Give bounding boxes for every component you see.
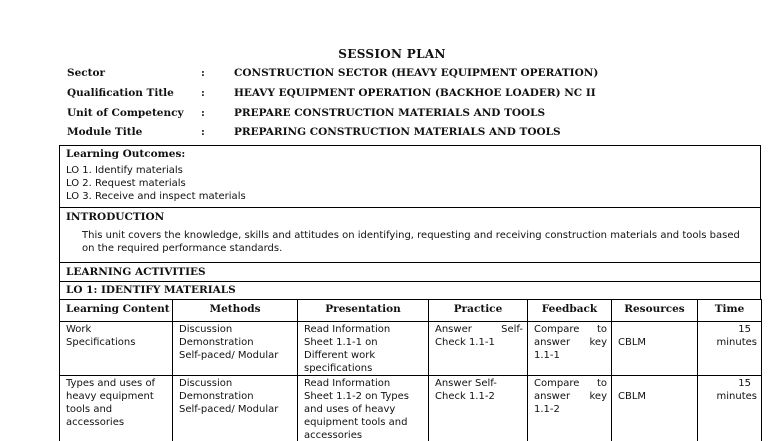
cell-line: Types and uses of xyxy=(66,378,156,389)
cell-line: Sheet 1.1-2 on Types xyxy=(304,391,409,402)
learning-content-cell xyxy=(60,376,173,441)
introduction-section xyxy=(59,207,761,262)
meta-value: PREPARING CONSTRUCTION MATERIALS AND TOOLS xyxy=(234,126,561,138)
cell-line: Read Information xyxy=(304,378,391,389)
table-row xyxy=(60,376,762,441)
introduction-text: This unit covers the knowledge, skills and attitudes on identifying, requesting and receiving construction materials and tools based on the required performance standards. xyxy=(82,230,740,254)
cell-line: Compare to xyxy=(534,378,607,389)
cell-line: heavy equipment xyxy=(66,391,154,402)
cell-line: and uses of heavy xyxy=(304,404,396,415)
column-header: Methods xyxy=(173,300,298,322)
learning-outcomes-section xyxy=(59,145,761,207)
cell-line: CBLM xyxy=(618,391,647,402)
table-header-row xyxy=(60,300,762,322)
cell-line: minutes xyxy=(716,337,757,348)
column-header: Presentation xyxy=(298,300,429,322)
cell-line: Check 1.1-1 xyxy=(435,337,495,348)
meta-value: HEAVY EQUIPMENT OPERATION (BACKHOE LOADER) NC II xyxy=(234,87,596,99)
feedback-cell xyxy=(528,376,612,441)
time-cell xyxy=(698,376,762,441)
methods-cell xyxy=(173,376,298,441)
cell-line: Self-paced/ Modular xyxy=(179,350,279,361)
cell-line: Different work xyxy=(304,350,376,361)
cell-line: minutes xyxy=(716,391,757,402)
cell-line: specifications xyxy=(304,363,373,374)
learning-content-cell xyxy=(60,322,173,376)
resources-cell xyxy=(612,322,698,376)
meta-colon: : xyxy=(201,107,205,119)
cell-line: Answer Self- xyxy=(435,378,497,389)
feedback-cell xyxy=(528,322,612,376)
cell-line: Discussion xyxy=(179,378,233,389)
cell-line: 15 xyxy=(738,324,751,335)
time-cell xyxy=(698,322,762,376)
meta-colon: : xyxy=(201,87,205,99)
cell-line: tools and xyxy=(66,404,113,415)
cell-line: Sheet 1.1-1 on xyxy=(304,337,378,348)
cell-line: 15 xyxy=(738,378,751,389)
page-title: SESSION PLAN xyxy=(338,47,446,61)
cell-line: Demonstration xyxy=(179,337,254,348)
practice-cell xyxy=(429,322,528,376)
cell-line: 1.1-2 xyxy=(534,404,560,415)
table-row xyxy=(60,322,762,376)
column-header: Resources xyxy=(612,300,698,322)
meta-label: Qualification Title xyxy=(67,87,174,99)
introduction-heading: INTRODUCTION xyxy=(66,211,165,223)
learning-outcome-item: LO 2. Request materials xyxy=(66,178,186,189)
cell-line: accessories xyxy=(66,417,125,428)
meta-colon: : xyxy=(201,67,205,79)
learning-outcome-item: LO 1. Identify materials xyxy=(66,165,183,176)
learning-activities-table xyxy=(59,299,762,441)
cell-line: Read Information xyxy=(304,324,391,335)
column-header: Practice xyxy=(429,300,528,322)
meta-value: CONSTRUCTION SECTOR (HEAVY EQUIPMENT OPERATION) xyxy=(234,67,599,79)
cell-line: Compare to xyxy=(534,324,607,335)
cell-line: Work xyxy=(66,324,92,335)
lo1-heading: LO 1: IDENTIFY MATERIALS xyxy=(59,281,761,299)
cell-line: Demonstration xyxy=(179,391,254,402)
cell-line: Self-paced/ Modular xyxy=(179,404,279,415)
meta-value: PREPARE CONSTRUCTION MATERIALS AND TOOLS xyxy=(234,107,546,119)
practice-cell xyxy=(429,376,528,441)
cell-line: Answer Self- xyxy=(435,324,523,335)
cell-line: accessories xyxy=(304,430,363,441)
cell-line: CBLM xyxy=(618,337,647,348)
meta-label: Unit of Competency xyxy=(67,107,184,119)
cell-line: answer key xyxy=(534,391,607,402)
learning-outcome-item: LO 3. Receive and inspect materials xyxy=(66,191,246,202)
cell-line: Specifications xyxy=(66,337,136,348)
column-header: Time xyxy=(698,300,762,322)
presentation-cell xyxy=(298,322,429,376)
column-header: Feedback xyxy=(528,300,612,322)
meta-label: Module Title xyxy=(67,126,143,138)
column-header: Learning Content xyxy=(60,300,173,322)
meta-colon: : xyxy=(201,126,205,138)
cell-line: Check 1.1-2 xyxy=(435,391,495,402)
cell-line: Discussion xyxy=(179,324,233,335)
resources-cell xyxy=(612,376,698,441)
cell-line: equipment tools and xyxy=(304,417,408,428)
meta-label: Sector xyxy=(67,67,106,79)
methods-cell xyxy=(173,322,298,376)
cell-line: answer key xyxy=(534,337,607,348)
learning-outcomes-heading: Learning Outcomes: xyxy=(66,148,186,160)
cell-line: 1.1-1 xyxy=(534,350,560,361)
learning-activities-heading: LEARNING ACTIVITIES xyxy=(59,262,761,281)
presentation-cell xyxy=(298,376,429,441)
